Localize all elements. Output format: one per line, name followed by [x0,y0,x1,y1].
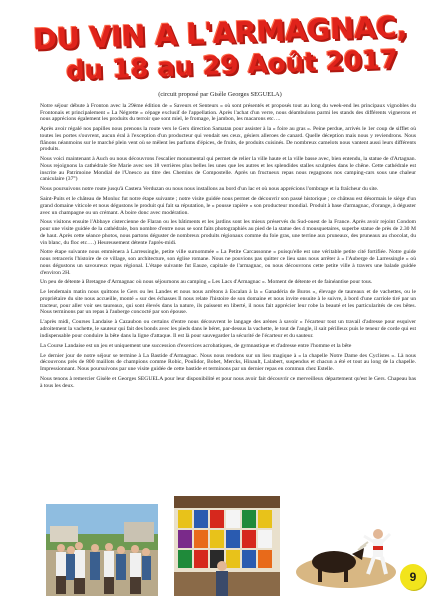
paragraph: Le lendemain matin nous quittons le Gers ou les Landes et nous nous arrêtons à Escalan à la « Ganadéria de Buros », élevage de taureaux et de vachettes, ou le propriétaire du site nous accueille, monté « sur des échasses Il nous relate l'histoire de son domaine et nous invite ensuite à le suivre, à bord d'une carriole tiré par un tracteur, pour aller voir ses taureaux, qui sont élevés dans la nature, ils paissent en liberté, il nous fait apprécier leur robe la beauté et les particularités de ces bêtes. Nous terminons par un repas à l'auberge concocté par son épouse. [40,289,416,316]
paragraph: Le dernier jour de notre séjour se termine à La Bastide d'Armagnac. Nous nous rendons sur un lieu magique à « la chapelle Notre Dame des Cyclistes ». Là nous découvrons près de 800 maillots de champions comme Robic, Poulidor, Bobet, Mercks, Hinault, Lalabert, suspendus et chacun a été et tout au long de la chapelle. Impressionnant. Nous poursuivons par une visite guidée de cette bastide et terminons par un dernier repas en commun chez Estelle. [40,352,416,372]
article-subtitle: du 18 au 29 Août 2017 [65,45,399,87]
page-number: 9 [400,564,426,590]
paragraph: Après avoir régalé nos papilles nous prenons la route vers le Gers direction Samatan pour assister à la « foire au gras ». Peine perdue, arrivés le 1er coup de sifflet où toutes les portes s'ouvrent, aucun éral à l'exception d'un producteur qui vendait ses ceux, gésiers alleroes de canard. Quelle déception mais nous y reviendrons. Nous flânons néanmoins sur le marché plein vent où se mêlent les parfums d'épices, de fruits, de produits cuisinés. De nombreux camelots nous vantent aussi leurs différents produits. [40,126,416,153]
course-landaise-photo [294,512,398,592]
paragraph: Un peu de détente à Bretagne d'Armagnac où nous séjournons au camping « Les Lacs d'Armagnac ». Moment de détente et de fainéantise pour tous. [40,279,373,286]
magazine-page [6,4,434,602]
paragraph: Nous tenons à remercier Gisèle et Georges SEGUELA pour leur disponibilité et pour nous avoir fait découvrir ce merveilleux département qu'est le Gers. Chapeau bas à tous les deux. [40,375,416,389]
paragraph: Notre étape suivante nous emmènera à Larressingle, petite ville surnommée « La Petite Carcassonne » puisqu'elle est une véritable petite cité fortifiée. Notre guide nous retraceris l'histoire de ce village, son architecture, son église romane. Nous ne pouvions pas quitter ce lieu sans nous arrêter à « l'Auberge de Larressingle » où nous dégustons un savoureux repas régional. L'étape suivante fut Eauze, capitale de l'armagnac, ou nous découvrons cette petite ville à travers une balade guidée d'environ 2H. [40,249,416,276]
article-credit: (circuit proposé par Gisèle Georges SEGUELA) [158,91,282,98]
chapel-jerseys-photo [174,496,280,596]
paragraph: Saint-Puits et le château de Monluc fut notre étape suivante ; notre visite guidée nous permet de découvrir son passé historique ; ce château est désormais le siège d'un grand domaine viticole et nous dégustons le produit qui fait sa réputation, le « pousse rapière » son producteur mondial. Produit à base d'armagnac, d'orange, à déguster avec un champagne ou un crémant. A boire donc avec modération. [40,196,416,216]
photo-strip [40,496,416,598]
article-body [40,103,416,392]
paragraph: L'après midi, Courses Landaise à Cazaubon ou certains d'entre nous découvrent le langage des arènes à savoir « l'écarteur tout un travail d'adresse pour esquiver adroitement la vachette, le sauteur qui fait des bonds avec les pieds dans le béret, par-dessus la vachette, le tout de l'angle, il sait périlleux puis le teneur de corde qui est indispensable pour conduire la bête dans la ligne d'attaque. Il est là pour sauvegarder la sécurité de l'écarteur et du sauteur. [40,319,416,339]
paragraph: La Course Landaise est un jeu et uniquement une succession d'exercices acrobatiques, de gymnastique et d'adresse entre l'homme et la bête [40,342,352,349]
article-title: DU VIN A L'ARMAGNAC, [32,9,408,57]
group-photo [46,504,158,596]
paragraph: Nous poursuivons notre route jusqu'à Castera Verduzan ou nous nous installons au bord d'un lac et où nous apprécions l'ombrage et la fraîcheur du site. [40,186,379,193]
paragraph: Nous visitons ensuite l'Abbaye cistercienne de Flaran ou les bâtiments et les jardins sont les mieux préservés du Sud-ouest de la France. Après avoir rejoint Condom pour une visite guidée de la cathédrale, bon nombre d'entre nous se sont faits photographiés au pied de la statue des 4 mousquetaires, superbe statue de près de 2.30 M de haut. Après cette séance photos, nous partons déguster de nombreux produits régionaux comme du foie gras, une terrine aux pruneaux, des pruneaux au chocolat, du vin blanc, du floc etc….) Heureusement détente l'après-midi. [40,219,416,246]
paragraph: Notre séjour débute à Fronton avec la 29ème édition de « Saveurs et Senteurs » où sont présentés et proposés tout au long du week-end les principaux vignobles du Frontonais et principalement « La Négrette » cépage exclusif de l'appellation. Après l'achat d'un verre, nous déambulons parmi les stands des différents vignerons et nous apprécions également les produits du terroir que sont miel, le fromage, le jambon, les macarons etc…. [40,103,416,123]
paragraph: Nous voici maintenant à Auch ou nous découvrons l'escalier monumental qui permet de relier la ville haute et la ville basse avec, bien entendu, la statue de d'Artagnan. Nous rejoignons la cathédrale Ste Marie avec ses 18 verrières plus belles les unes que les autres et les splendides stalles sculptées dans le chêne. Cette cathédrale est inscrite au Patrimoine Mondial de l'Unesco au titre des Chemins de Compostelle. Après un fructueux repas nous regagnons nos camping-cars sous une chaleur caniculaire (37°) [40,156,416,183]
